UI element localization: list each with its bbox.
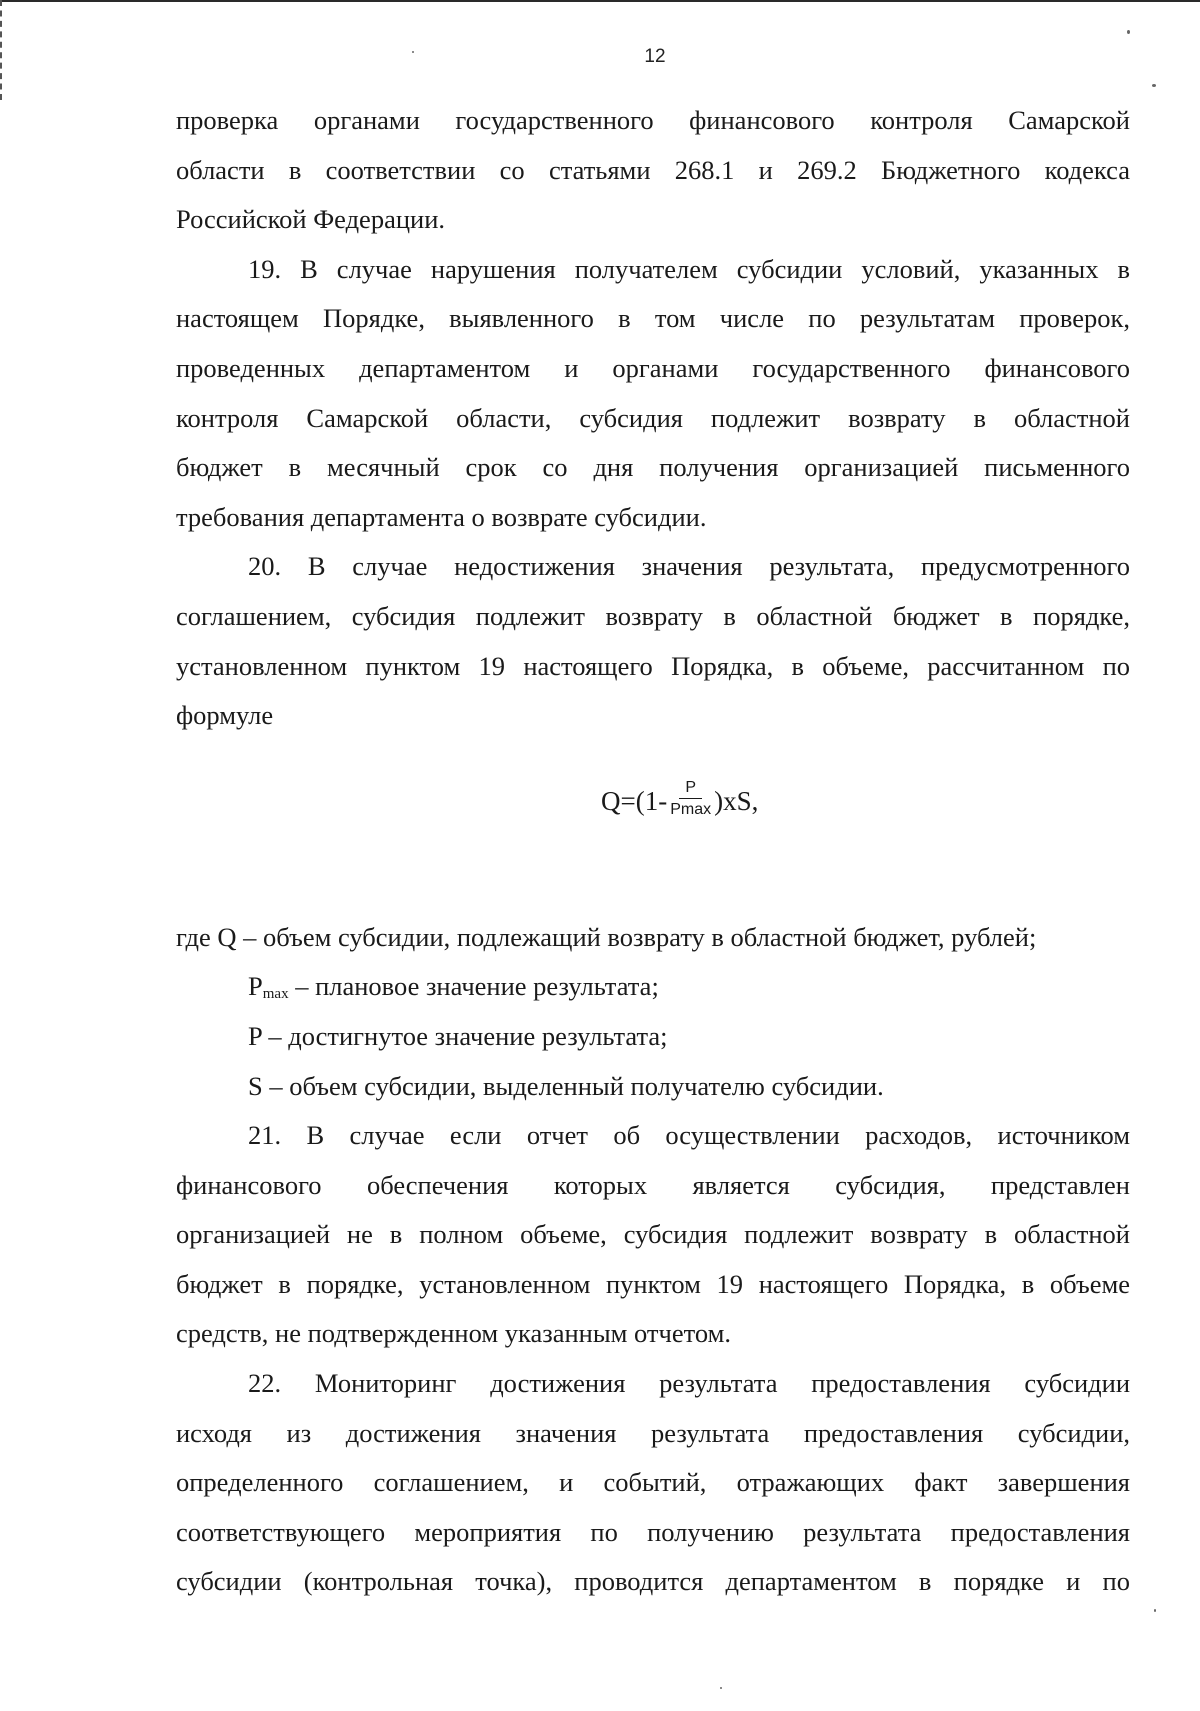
page-number: 12	[644, 46, 666, 67]
text-line: организацией не в полном объеме, субсидия подлежит возврату в областной	[176, 1219, 1130, 1250]
formula-numerator: P	[679, 779, 702, 799]
text-line: проведенных департаментом и органами государственного финансового	[176, 352, 1130, 383]
text-line: 20. В случае недостижения значения результата, предусмотренного	[248, 551, 1130, 582]
text-line: определенного соглашением, и событий, отражающих факт завершения	[176, 1467, 1130, 1498]
text-line: 22. Мониторинг достижения результата предоставления субсидии	[248, 1368, 1130, 1399]
paragraph-21	[176, 1111, 1130, 1359]
scan-speck	[1152, 84, 1156, 87]
formula-fraction	[668, 779, 713, 820]
text-line: 21. В случае если отчет об осуществлении расходов, источником	[248, 1120, 1130, 1151]
paragraph-continuation	[176, 96, 1130, 245]
refund-formula	[601, 777, 758, 827]
scan-speck	[1154, 1609, 1156, 1612]
formula-denominator: Pmax	[670, 801, 712, 819]
definition-s: S – объем субсидии, выделенный получателю субсидии.	[248, 1070, 884, 1101]
text-line: формуле	[176, 700, 274, 731]
text-line: соответствующего мероприятия по получению результата предоставления	[176, 1516, 1130, 1547]
text-line: 19. В случае нарушения получателем субсидии условий, указанных в	[248, 253, 1130, 284]
scan-speck	[1127, 30, 1130, 34]
pmax-text: – плановое значение результата;	[288, 971, 659, 1002]
document-body	[176, 96, 1130, 1607]
definition-q: где Q – объем субсидии, подлежащий возврату в областной бюджет, рублей;	[176, 921, 1037, 952]
paragraph-19	[176, 245, 1130, 543]
text-line: проверка органами государственного финансового контроля Самарской	[176, 105, 1130, 135]
text-line: бюджет в месячный срок со дня получения организацией письменного	[176, 452, 1130, 483]
scan-speck	[412, 51, 414, 53]
text-line: исходя из достижения значения результата предоставления субсидии,	[176, 1417, 1130, 1448]
scan-speck	[720, 1687, 722, 1689]
text-line: бюджет в порядке, установленном пунктом 19 настоящего Порядка, в объеме	[176, 1268, 1130, 1299]
formula-block	[176, 741, 1130, 913]
text-line: установленном пунктом 19 настоящего Порядка, в объеме, рассчитанном по	[176, 650, 1130, 681]
pmax-symbol: P	[248, 971, 263, 1002]
text-line: требования департамента о возврате субсидии.	[176, 501, 707, 532]
definition-p: P – достигнутое значение результата;	[248, 1020, 668, 1051]
text-line: соглашением, субсидия подлежит возврату в областной бюджет в порядке,	[176, 600, 1130, 631]
text-line: финансового обеспечения которых является субсидия, представлен	[176, 1169, 1130, 1200]
formula-lhs: Q=(1-	[601, 785, 668, 816]
text-line: субсидии (контрольная точка), проводится департаментом в порядке и по	[176, 1566, 1130, 1597]
definition-pmax	[176, 962, 1130, 1012]
text-line: настоящем Порядке, выявленного в том числе по результатам проверок,	[176, 303, 1130, 334]
scan-top-edge	[0, 0, 1200, 2]
paragraph-20	[176, 542, 1130, 740]
text-line: Российской Федерации.	[176, 204, 445, 235]
text-line: средств, не подтвержденном указанным отчетом.	[176, 1318, 731, 1349]
paragraph-22	[176, 1359, 1130, 1607]
pmax-subscript: max	[262, 986, 289, 1003]
text-line: области в соответствии со статьями 268.1 и 269.2 Бюджетного кодекса	[176, 154, 1130, 185]
formula-rhs: )xS,	[714, 785, 759, 816]
formula-definitions	[176, 913, 1130, 1111]
text-line: контроля Самарской области, субсидия подлежит возврату в областной	[176, 402, 1130, 433]
